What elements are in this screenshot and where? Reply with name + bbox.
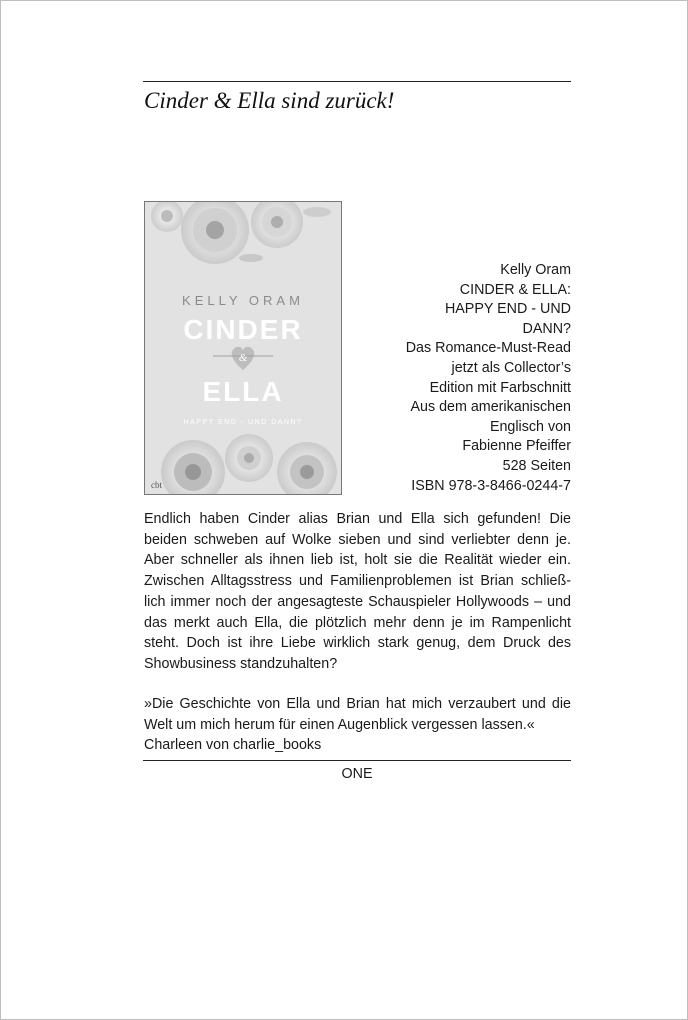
review-quote — [144, 694, 571, 756]
blurb-line: lich immer noch der angesagteste Schauspieler Hollywoods – und — [144, 593, 571, 610]
blurb-line: Aber schneller als ihnen lieb ist, holt sie die Realität wieder ein. — [144, 552, 571, 569]
blurb-line: Zwischen Alltagsstress und Familienproblemen ist Brian schließ- — [144, 573, 571, 590]
meta-author: Kelly Oram — [500, 262, 571, 278]
meta-isbn: ISBN 978-3-8466-0244-7 — [411, 477, 571, 494]
meta-translator: Fabienne Pfeiffer — [462, 438, 571, 455]
blurb-line: Endlich haben Cinder alias Brian und Ella sich gefunden! Die — [144, 511, 571, 527]
blurb-line: das merkt auch Ella, die plötzlich mehr denn je im Rampenlicht — [144, 614, 571, 631]
book-cover-image — [144, 201, 342, 495]
meta-title: DANN? — [522, 320, 571, 337]
quote-line: Welt um mich herum für einen Augenblick vergessen lassen.« — [144, 716, 535, 733]
cover-ampersand: & — [238, 352, 248, 364]
blurb-line: beiden schweben auf Wolke sieben und sind verliebter denn je. — [144, 531, 571, 548]
flower-bottom-center — [225, 434, 273, 482]
blurb-paragraph — [144, 509, 571, 675]
quote-attribution: Charleen von charlie_books — [144, 737, 322, 754]
headline: Cinder & Ella sind zurück! — [144, 88, 395, 113]
blurb-line: Showbusiness standzuhalten? — [144, 655, 338, 672]
meta-line: Englisch von — [489, 418, 571, 435]
meta-title: HAPPY END - UND — [444, 301, 571, 318]
cover-subtitle: HAPPY END - UND DANN? — [183, 419, 303, 426]
meta-line: jetzt als Collector’s — [451, 359, 571, 376]
cover-author: KELLY ORAM — [182, 293, 304, 308]
blurb-line: steht. Doch ist ihre Liebe wirklich stark genug, dem Druck des — [144, 635, 571, 652]
cover-title-line1: CINDER — [183, 314, 303, 345]
meta-line: Das Romance-Must-Read — [405, 340, 571, 357]
meta-title: CINDER & ELLA: — [459, 281, 571, 298]
meta-line: Aus dem amerikanischen — [410, 399, 571, 416]
bottom-rule — [143, 760, 571, 761]
cover-publisher-logo: cbt — [151, 480, 162, 490]
meta-line: Edition mit Farbschnitt — [429, 379, 571, 396]
book-metadata — [331, 261, 571, 496]
meta-pages: 528 Seiten — [502, 457, 571, 474]
top-rule — [143, 81, 571, 82]
cover-title-line2: ELLA — [202, 376, 284, 407]
quote-line: »Die Geschichte von Ella und Brian hat mich verzaubert und die — [144, 696, 571, 712]
publisher-name: ONE — [341, 766, 373, 782]
